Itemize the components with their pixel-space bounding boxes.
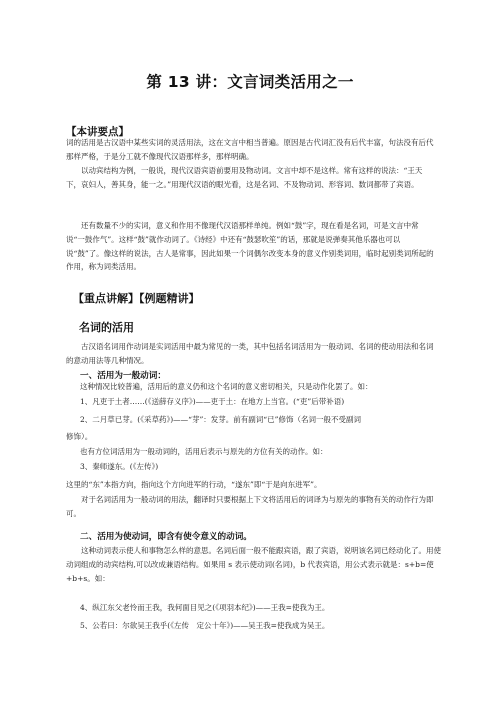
example-2-continued: 修饰）。: [66, 432, 93, 441]
key-points-heading: 【本讲要点】: [66, 126, 129, 138]
example-1: 1、凡吏于土者……(《送薛存义序》)——吏于土：在地方上当官。(“吏”后带补语): [80, 397, 345, 406]
key-points-paragraph-2: 以动宾结构为例，一般说，现代汉语宾语前要用及物动词。文言中却不是这样。常有这样的说法：“王天下，哀妇人，善其身，能一之。”用现代汉语的眼光看，这是名词、不及物动词、形容词、数词都带了宾语。: [66, 166, 423, 189]
noun-intro-paragraph: 古汉语名词用作动词是实词活用中最为常见的一类，其中包括名词活用为一般动词、名词的使动用法和名词的意动用法等几种情况。: [66, 342, 434, 365]
key-points-paragraph-3: 还有数量不少的实词，意义和作用不像现代汉语那样单纯。例如“鼓”字，现在看是名词，可是文言中常说“一鼓作气”。这样“鼓”就作动词了。《诗经》中还有“鼓瑟吹笙”的话，那就是说弹奏其他乐器也可以说“鼓”了。像这样的说法，古人是常事，因此如果一个词偶尔改变本身的意义作别类词用，临时起别类词所起的作用，称为词类活用。: [66, 221, 434, 272]
part1-summary: 对于名词活用为一般动词的用法，翻译时只要根据上下文将活用后的词译为与原先的事物有关的动作行为即可。: [66, 495, 434, 518]
example-3-explanation: 这里的“东”本指方向，指向这个方向进军的行动，“遂东”即“于是向东进军”。: [66, 480, 322, 489]
part2-description: 这种动词表示使人和事物怎么样的意思。名词后面一般不能跟宾语，跟了宾语，说明该名词已经动化了。用使动词组成的动宾结构,可以改成兼语结构。如果用 s 表示使动词(名词)，b 代表宾语，用公式表示就是：s+b=使+b+s。如：: [66, 546, 441, 583]
part2-heading: 二、活用为使动词，即含有使令意义的动词。: [80, 532, 252, 542]
explain-heading: 【重点讲解】【例题精讲】: [73, 292, 200, 305]
part1-description: 这种情况比较普遍，活用后的意义仍和这个名词的意义密切相关，只是动作化罢了。如：: [80, 382, 373, 391]
example-2: 2、二月草已芽。(《采草药》)——“芽”：发芽。前有副词“已”修饰（名词一般不受副词: [80, 415, 361, 424]
part1-heading: 一、活用为一般动词：: [80, 371, 166, 381]
noun-section-heading: 名词的活用: [79, 321, 134, 334]
example-3: 3、秦师遂东。(《左传》): [80, 462, 159, 471]
locative-note: 也有方位词活用为一般动词的，活用后表示与原先的方位有关的动作。如：: [80, 447, 328, 456]
example-4: 4、纵江东父老怜而王我，我何面目见之(《项羽本纪》)——王我=使我为王。: [80, 603, 330, 612]
key-points-paragraph-1: 词的活用是古汉语中某些实词的灵活用法，这在文言中相当普遍。原因是古代词汇没有后代丰富，句法没有后代那样严格，于是分工就不像现代汉语那样多，那样明确。: [66, 138, 434, 161]
example-5: 5、公若曰：尔欲吴王我乎(《左传 定公十年》)——吴王我=使我成为吴王。: [80, 621, 330, 630]
page-title: 第 13 讲：文言词类活用之一: [146, 73, 354, 91]
